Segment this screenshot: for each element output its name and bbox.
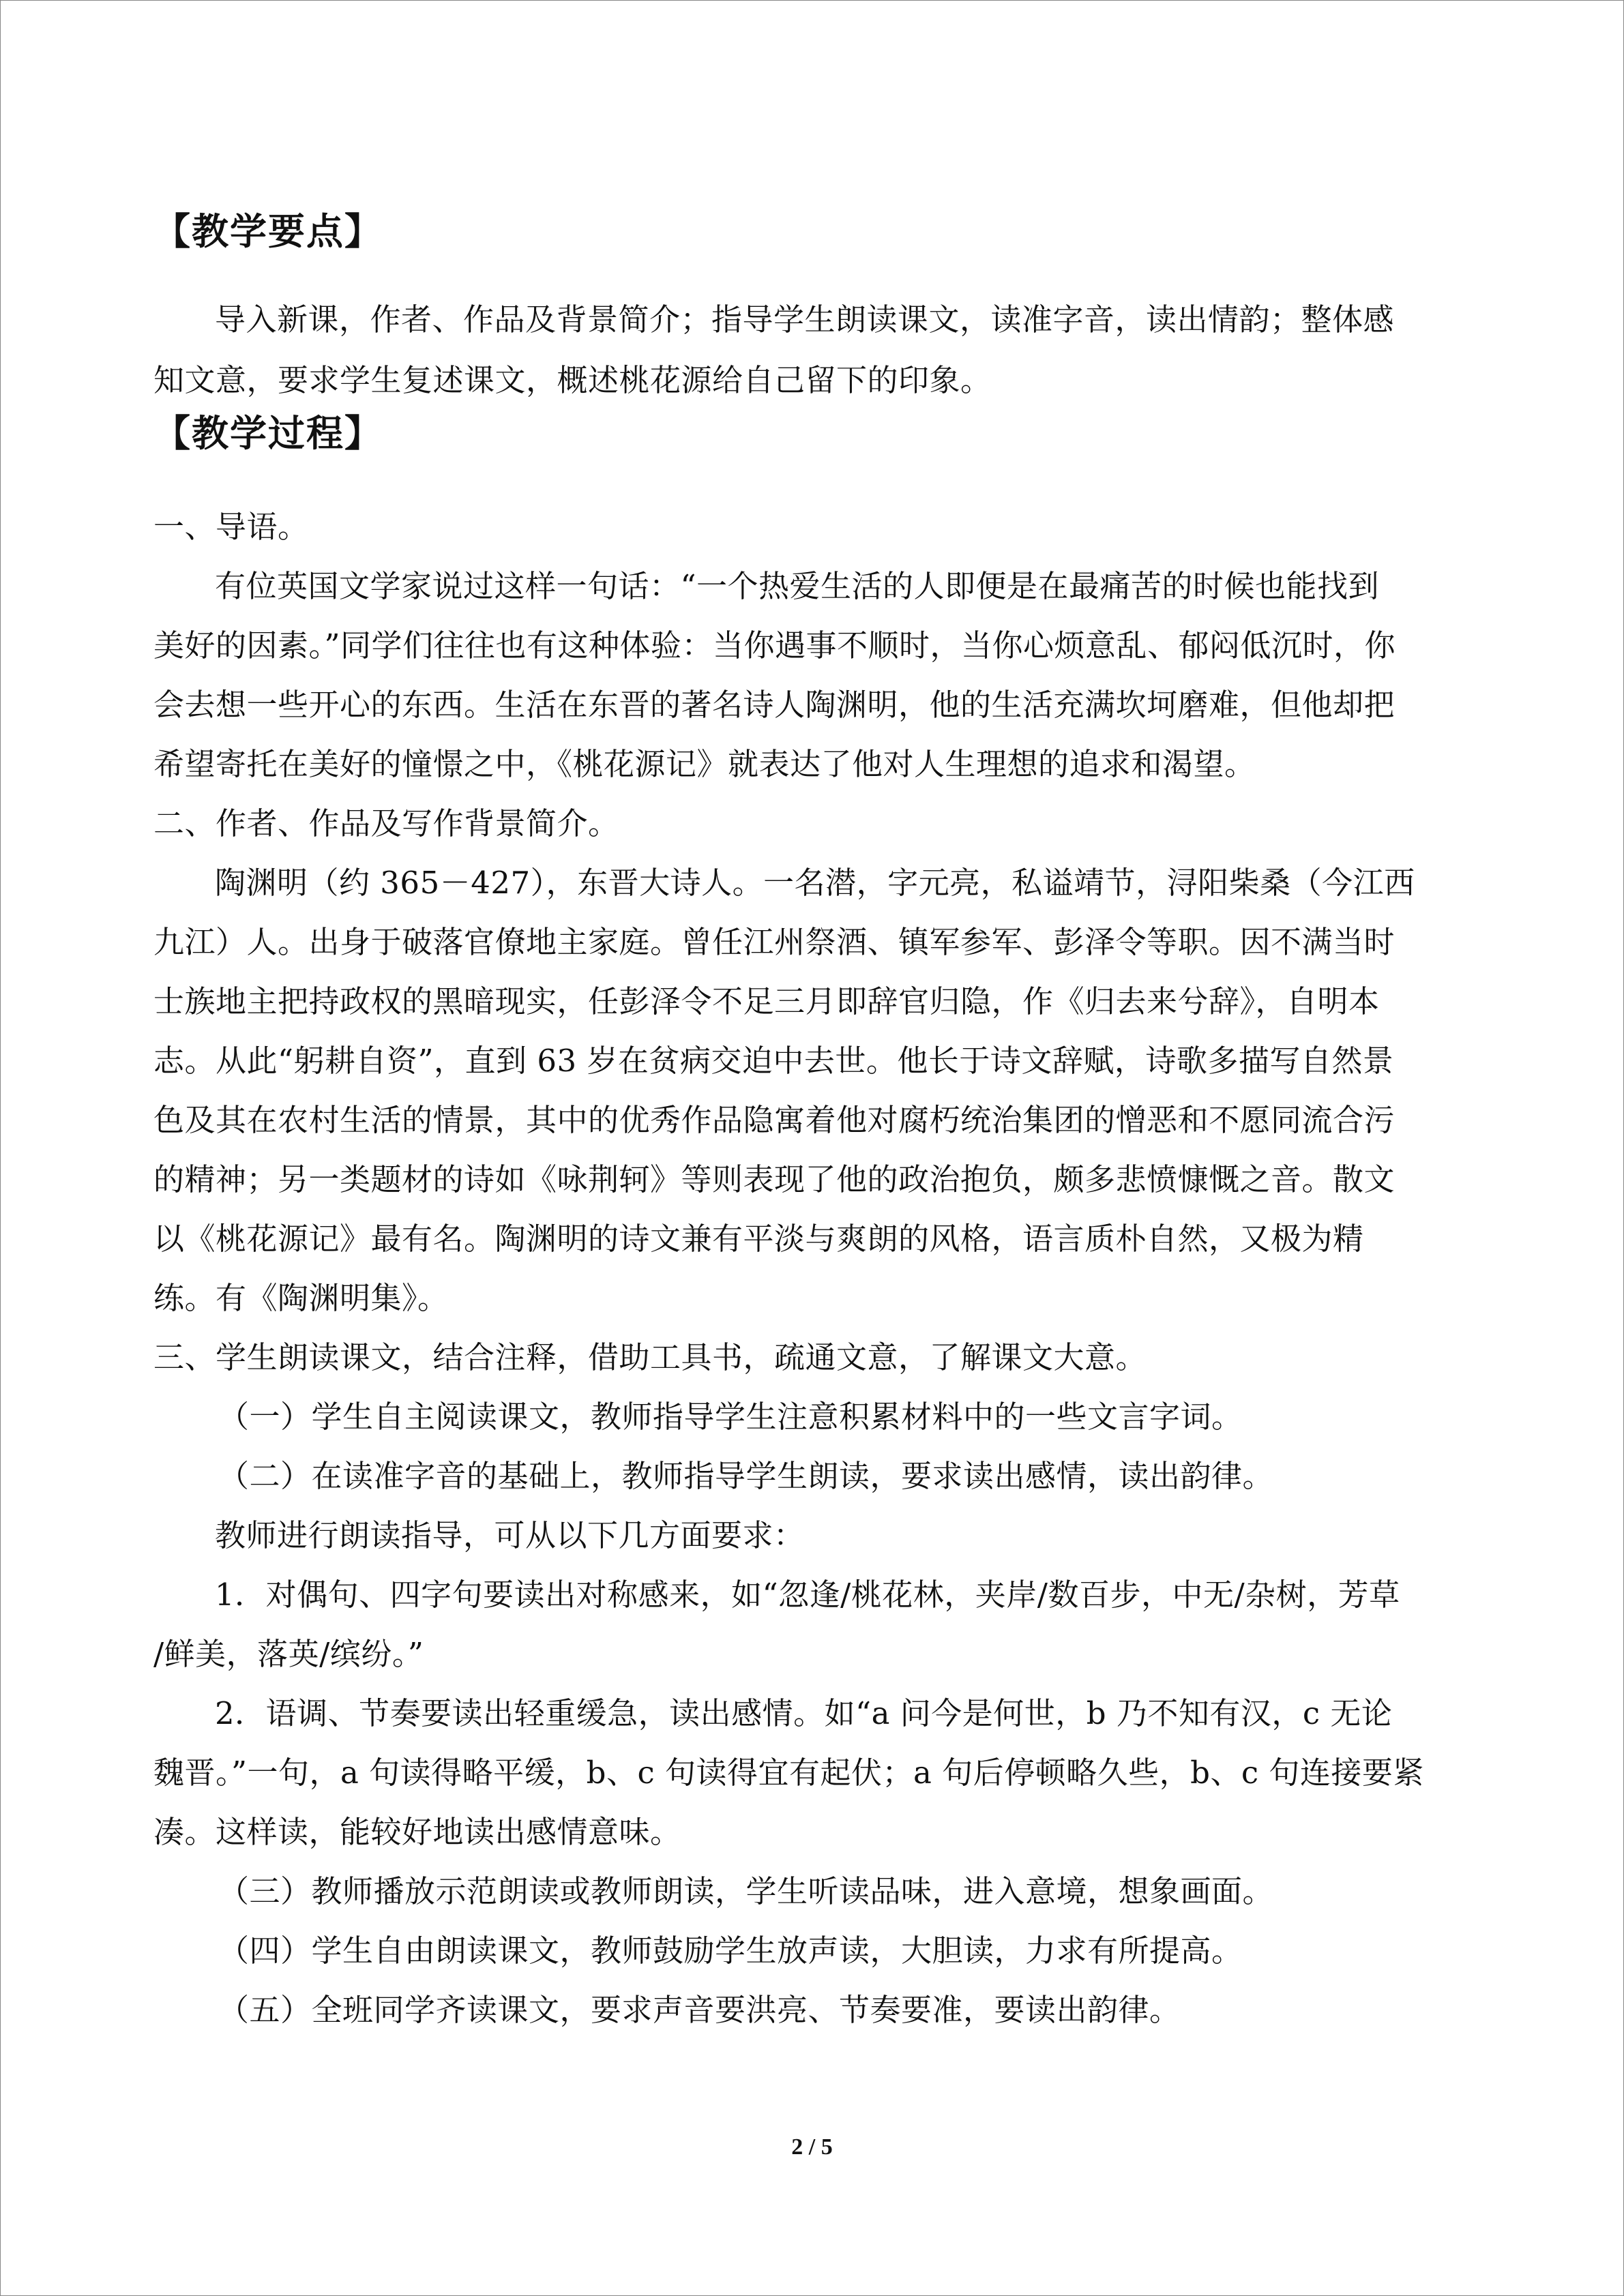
paragraph-line: /鲜美，落英/缤纷。” (153, 1636, 424, 1672)
paragraph-line: 魏晋。”一句，a 句读得略平缓，b、c 句读得宜有起伏；a 句后停顿略久些，b、c 句连接要紧 (153, 1755, 1424, 1791)
paragraph-line: 1．对偶句、四字句要读出对称感来，如“忽逢/桃花林，夹岸/数百步，中无/杂树，芳草 (215, 1577, 1400, 1613)
paragraph-line: 有位英国文学家说过这样一句话：“一个热爱生活的人即便是在最痛苦的时候也能找到 (215, 568, 1380, 604)
paragraph-line: 九江）人。出身于破落官僚地主家庭。曾任江州祭酒、镇军参军、彭泽令等职。因不满当时 (153, 924, 1396, 960)
paragraph-line: 知文意，要求学生复述课文，概述桃花源给自己留下的印象。 (153, 362, 992, 398)
heading-teaching-process: 【教学过程】 (153, 412, 383, 455)
section-title: 二、作者、作品及写作背景简介。 (153, 805, 619, 841)
paragraph-line: 教师进行朗读指导，可从以下几方面要求： (215, 1517, 805, 1553)
paragraph-line: 2．语调、节奏要读出轻重缓急，读出感情。如“a 问今是何世，b 乃不知有汉，c 无论 (215, 1695, 1393, 1731)
list-item: （四）学生自由朗读课文，教师鼓励学生放声读，大胆读，力求有所提高。 (218, 1933, 1243, 1969)
paragraph-line: 会去想一些开心的东西。生活在东晋的著名诗人陶渊明，他的生活充满坎坷磨难，但他却把 (153, 687, 1396, 723)
heading-teaching-points: 【教学要点】 (153, 210, 383, 253)
paragraph-line: 练。有《陶渊明集》。 (153, 1280, 449, 1316)
paragraph-line: 美好的因素。”同学们往往也有这种体验：当你遇事不顺时，当你心烦意乱、郁闷低沉时，你 (153, 627, 1396, 664)
paragraph-line: 士族地主把持政权的黑暗现实，任彭泽令不足三月即辞官归隐，作《归去来兮辞》，自明本 (153, 983, 1380, 1019)
paragraph-line: 的精神；另一类题材的诗如《咏荆轲》等则表现了他的政治抱负，颇多悲愤慷慨之音。散文 (153, 1161, 1396, 1197)
paragraph-line: 导入新课，作者、作品及背景简介；指导学生朗读课文，读准字音，读出情韵；整体感 (215, 301, 1395, 338)
page-number: 2 / 5 (791, 2134, 833, 2160)
paragraph-line: 色及其在农村生活的情景，其中的优秀作品隐寓着他对腐朽统治集团的憎恶和不愿同流合污 (153, 1102, 1396, 1138)
list-item: （三）教师播放示范朗读或教师朗读，学生听读品味，进入意境，想象画面。 (218, 1873, 1274, 1909)
paragraph-line: 凑。这样读，能较好地读出感情意味。 (153, 1814, 681, 1850)
section-title: 三、学生朗读课文，结合注释，借助工具书，疏通文意，了解课文大意。 (153, 1339, 1147, 1375)
paragraph-line: 希望寄托在美好的憧憬之中，《桃花源记》就表达了他对人生理想的追求和渴望。 (153, 746, 1256, 782)
list-item: （二）在读准字音的基础上，教师指导学生朗读，要求读出感情，读出韵律。 (218, 1458, 1274, 1494)
section-title: 一、导语。 (153, 509, 309, 545)
list-item: （一）学生自主阅读课文，教师指导学生注意积累材料中的一些文言字词。 (218, 1399, 1243, 1435)
paragraph-line: 志。从此“躬耕自资”，直到 63 岁在贫病交迫中去世。他长于诗文辞赋，诗歌多描写自然景 (153, 1043, 1394, 1079)
paragraph-line: 以《桃花源记》最有名。陶渊明的诗文兼有平淡与爽朗的风格，语言质朴自然，又极为精 (153, 1221, 1364, 1257)
list-item: （五）全班同学齐读课文，要求声音要洪亮、节奏要准，要读出韵律。 (218, 1992, 1181, 2028)
paragraph-line: 陶渊明（约 365－427），东晋大诗人。一名潜，字元亮，私谥靖节，浔阳柴桑（今江西 (215, 865, 1415, 901)
